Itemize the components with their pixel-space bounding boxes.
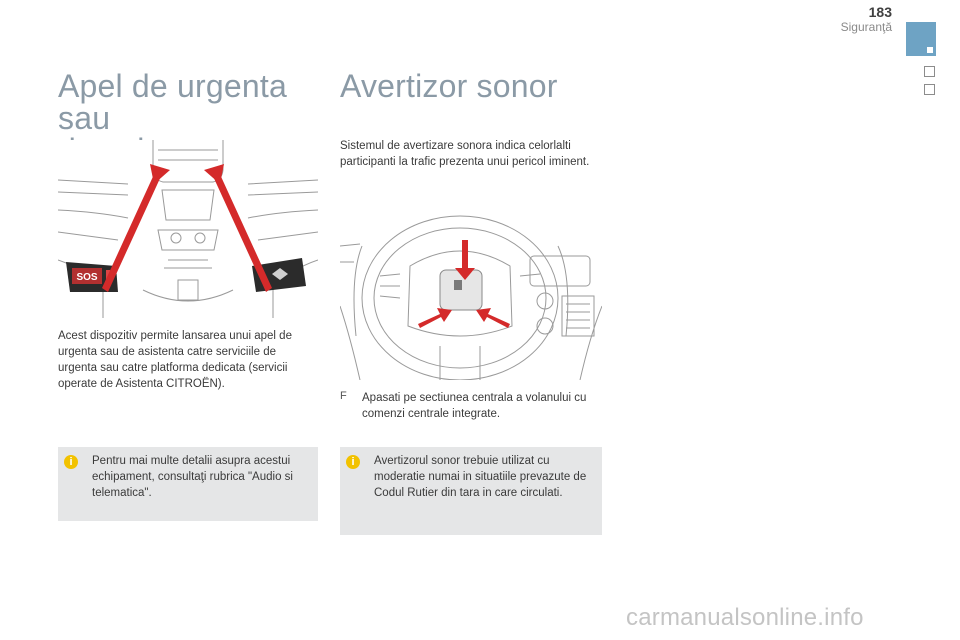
red-arrow-icon xyxy=(418,308,452,328)
paragraph-horn-intro: Sistemul de avertizare sonora indica celorlalti participanti la trafic prezenta unui pericol iminent. xyxy=(340,140,590,168)
red-arrow-icon xyxy=(476,308,510,328)
section-tab[interactable] xyxy=(924,66,935,77)
tab-marker xyxy=(927,47,933,53)
info-icon: i xyxy=(64,455,78,469)
bullet-text: Apasati pe sectiunea centrala a volanului cu comenzi centrale integrate. xyxy=(362,392,587,420)
steering-wheel-illustration xyxy=(340,206,602,380)
info-icon: i xyxy=(346,455,360,469)
info-note-emergency xyxy=(58,447,318,521)
bullet-symbol: F xyxy=(340,390,347,402)
sos-label: SOS xyxy=(76,272,98,283)
title-line: Apel de urgenta sau xyxy=(58,68,287,136)
watermark: carmanualsonline.info xyxy=(626,604,864,631)
section-tab[interactable] xyxy=(924,84,935,95)
sos-button-illustration xyxy=(58,140,318,318)
info-note-text: Pentru mai multe detalii asupra acestui echipament, consultaţi rubrica "Audio si telematica". xyxy=(92,455,293,499)
section-tab-active[interactable] xyxy=(906,22,936,56)
info-note-horn xyxy=(340,447,602,535)
section-title-horn: Avertizor sonor xyxy=(340,68,558,104)
paragraph-emergency: Acest dispozitiv permite lansarea unui apel de urgenta sau de asistenta catre serviciile de urgenta sau catre platforma dedicata (servicii operate de Asistenta CITROËN). xyxy=(58,330,292,390)
steering-wheel-drawing xyxy=(340,206,602,380)
info-note-text: Avertizorul sonor trebuie utilizat cu moderatie numai in situatiile prevazute de Codul Rutier din tara in care circulati. xyxy=(374,455,587,499)
page-number: 183 xyxy=(868,4,892,20)
ceiling-console-drawing xyxy=(58,140,318,318)
instruction-bullet xyxy=(340,390,602,422)
section-label: Siguranţă xyxy=(840,20,892,34)
